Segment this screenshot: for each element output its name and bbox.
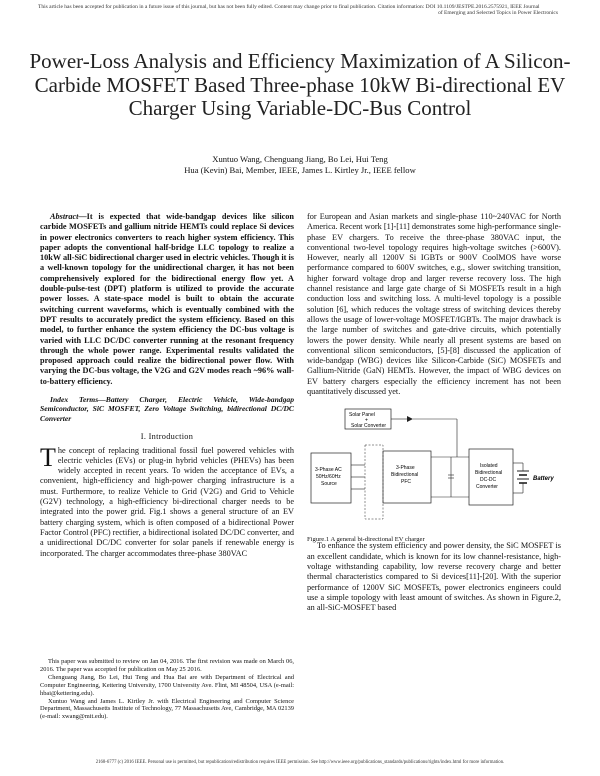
dcdc-label-3: DC-DC (480, 477, 497, 484)
pfc-label-3: PFC (401, 479, 411, 486)
author-line-2: Hua (Kevin) Bai, Member, IEEE, James L. Kirtley Jr., IEEE fellow (184, 165, 416, 175)
dropcap: T (40, 442, 56, 472)
capacitor-region (365, 445, 383, 519)
paper-title: Power-Loss Analysis and Efficiency Maximization of A Silicon-Carbide MOSFET Based Three-phase 10kW Bi-directional EV Charger Using Variable-DC-Bus Control (29, 49, 571, 120)
dcdc-label-1: Isolated (480, 463, 498, 470)
section-heading-introduction: I. Introduction (140, 432, 194, 442)
footnote-3: Xuntuo Wang and James L. Kirtley Jr. with Electrical Engineering and Computer Science Department, Massachusetts Institute of Technology, 77 Massachusetts Ave, Cambridge, MA 02139 (e-mail: xwang@mit.edu). (40, 697, 294, 721)
header-line-1: This article has been accepted for publication in a future issue of this journal, but has not been fully edited. Content may change prior to final publication. Citation information: DOI 10.1109/JESTPE.2016.2575921, IEEE Journal (38, 4, 540, 10)
solar-label-3: Solar Converter (351, 423, 387, 430)
battery-label: Battery (533, 476, 554, 483)
ac-label-2: 50Hz/60Hz (316, 474, 341, 481)
intro-paragraph (40, 442, 294, 559)
copyright-footer: 2168-6777 (c) 2016 IEEE. Personal use is permitted, but republication/redistribution requires IEEE permission. See http://www.ieee.org/publications_standards/publications/rights/index.html for more information. (95, 760, 505, 765)
abstract-text: —It is expected that wide-bandgap devices like silicon carbide MOSFETs and gallium nitride HEMTs could replace Si devices in power electronics converters to reach higher system efficiency. This paper adopts the conventional half-bridge LLC topology to realize a 10kW all-SiC bidirectional charger used in electric vehicles. Though it is a well-known topology for the unidirectional charger, it has not been comprehensively explored for the bidirectional energy flow yet. A double-pulse-test (DPT) platform is utilized to provide the accurate power losses. A state-space model is built to obtain the accurate switching current waveforms, which is eventually combined with the DPT results to accurately predict the system efficiency. Based on this model, to further enhance the system efficiency the DC-bus voltage is varied with LLC DC/DC converter running at the resonant frequency through the whole power range. Experimental results validated the proposed approach could realize the bidirectional power flow. With varying the DC-bus voltage, the V2G and G2V modes reach ~96% wall-to-battery efficiency. (40, 212, 294, 386)
right-paragraph-2: To enhance the system efficiency and power density, the SiC MOSFET is an excellent candidate, which is known for its low channel-resistance, high-voltage withstanding capability, low reverse recovery charge and better thermal characteristics compared to Si devices[11]-[20]. With the superior performance of 1200V SiC MOSFETs, power electronics engineers could use a simple topology with least amount of switches. As shown in Figure.2, an all-SiC-MOSFET based (307, 541, 561, 613)
ac-label-3: Source (321, 481, 337, 488)
solar-label-1: Solar Panel (349, 412, 375, 419)
right-column (307, 212, 561, 613)
header-line-2: of Emerging and Selected Topics in Power Electronics (438, 10, 558, 17)
intro-text: he concept of replacing traditional fossil fuel powered vehicles with electric vehicles (EVs) or plug-in hybrid vehicles (PHEVs) has been widely accepted in recent years. To widen the acceptance of EVs, a convenient, high-efficiency and high-power charging infrastructure is a must. Furthermore, to realize Vehicle to Grid (V2G) and Grid to Vehicle (G2V) technology, a high-efficiency bi-directional charger needs to be integrated into the power grid. Fig.1 shows a general structure of an EV battery charging system, which is often composed of a bidirectional Power Factor Control (PFC) rectifier, a bidirectional isolated DC/DC converter, and a unidirectional DC/DC converter for solar panels if renewable energy is incorporated. The charger accommodates three-phase 380VAC (40, 445, 294, 558)
pfc-label-1: 3-Phase (396, 465, 415, 472)
pfc-label-2: Bidirectional (391, 472, 419, 479)
solar-label-2: + (365, 417, 368, 424)
author-block (20, 154, 580, 176)
abstract-label: Abstract (50, 212, 79, 221)
right-paragraph-1: for European and Asian markets and single-phase 110~240VAC for North America. Recent work [1]-[11] demonstrates some high-performance single-phase EV chargers. To receive the three-phase 380VAC input, the conventional two-level topology requires high-voltage switches (>600V). However, nearly all 1200V Si IGBTs or 900V CoolMOS have worse performance compared to 600V switches, e.g., slower switching transition, higher forward voltage drop and larger reverse recovery loss. The high channel resistance and large gate charge of Si MOSFETs result in a high conduction loss and switching loss. A multi-level topology is a possible solution [6], which reduces the voltage stress of switching devices thereby allows the usage of lower-voltage MOSFET/IGBTs. The major drawback is the large number of switches and gate-drive circuits, which potentially lowers the power density. While nearly all present systems are based on conventional silicon semiconductors, [5]-[8] discussed the application of wide-bandgap (WBG) devices like Silicon-Carbide (SiC) MOSFETs and Gallium-Nitride (GaN) HEMTs. However, the impact of WBG devices on EV battery chargers especially the efficiency increment has not been quantitatively discussed yet. (307, 212, 561, 397)
dcdc-label-4: Converter (476, 484, 498, 491)
index-terms: Index Terms—Battery Charger, Electric Vehicle, Wide-bandgap Semiconductor, SiC MOSFET, Zero Voltage Switching, bidirectional DC/DC Converter (40, 395, 294, 423)
footnotes (40, 658, 294, 721)
dcdc-label-2: Bidirectional (475, 470, 503, 477)
ac-label-1: 3-Phase AC (315, 467, 342, 474)
footnote-1: This paper was submitted to review on Jan 04, 2016. The first revision was made on March 06, 2016. The paper was accepted for publication on May 25 2016. (40, 658, 294, 673)
figure-1 (307, 405, 561, 543)
running-header (38, 4, 558, 17)
battery-icon (517, 471, 529, 485)
left-column (40, 212, 294, 559)
author-line-1: Xuntuo Wang, Chenguang Jiang, Bo Lei, Hui Teng (212, 154, 388, 164)
figure-1-caption: Figure.1 A general bi-directional EV charger (307, 535, 425, 543)
footnote-2: Chenguang Jiang, Bo Lei, Hui Teng and Hua Bai are with Department of Electrical and Computer Engineering, Kettering University, 1700 University Ave. Flint, MI 48504, USA (e-mail: hbai@kettering.edu). (40, 673, 294, 697)
figure-1-diagram (307, 405, 561, 529)
diode-icon (407, 416, 413, 422)
abstract (40, 212, 294, 387)
